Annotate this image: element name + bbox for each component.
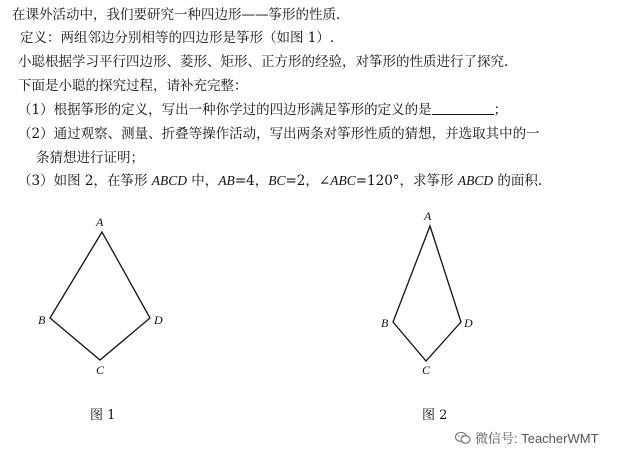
watermark-text: 微信号: TeacherWMT bbox=[475, 431, 599, 446]
figure-2-label-b: B bbox=[381, 316, 389, 330]
question-3-part: =2，∠ bbox=[285, 173, 331, 189]
figure-1-caption: 图 1 bbox=[90, 408, 116, 423]
figure-2-label-a: A bbox=[424, 209, 432, 223]
figure-1-kite bbox=[50, 232, 150, 360]
figure-2-caption: 图 2 bbox=[422, 408, 448, 423]
figure-2-kite bbox=[393, 226, 461, 361]
definition-text: 定义：两组邻边分别相等的四边形是筝形（如图 1）. bbox=[20, 30, 335, 46]
watermark bbox=[455, 428, 599, 447]
intro-text: 在课外活动中，我们要研究一种四边形——筝形的性质. bbox=[12, 7, 341, 23]
figure-1-label-c: C bbox=[96, 363, 105, 377]
question-3-part: 的面积. bbox=[493, 173, 543, 189]
figure-1-label-a: A bbox=[96, 215, 104, 229]
question-3-part: 中， bbox=[187, 173, 219, 189]
question-3-italic: AB bbox=[218, 173, 235, 188]
figure-2-label-d: D bbox=[464, 316, 473, 330]
question-2-line-1: （2）通过观察、测量、折叠等操作活动，写出两条对筝形性质的猜想，并选取其中的一 bbox=[18, 126, 540, 142]
question-3-italic: ABC bbox=[330, 173, 356, 188]
question-3-italic: BC bbox=[268, 173, 286, 188]
question-3-part: =4， bbox=[234, 173, 269, 189]
question-2-line-2: 条猜想进行证明； bbox=[36, 150, 144, 166]
figure-1-label-b: B bbox=[38, 313, 46, 327]
question-1-prefix: （1）根据筝形的定义，写出一种你学过的四边形满足筝形的定义的是 bbox=[18, 102, 432, 118]
wechat-icon bbox=[455, 431, 471, 445]
question-1-suffix: ； bbox=[493, 102, 508, 118]
question-3-part: （3）如图 2，在筝形 bbox=[18, 173, 152, 189]
question-3-part: =120°，求筝形 bbox=[355, 173, 458, 189]
question-3-italic: ABCD bbox=[457, 173, 494, 188]
question-3-italic: ABCD bbox=[151, 173, 188, 188]
figure-1-label-d: D bbox=[154, 313, 163, 327]
background-text: 小聪根据学习平行四边形、菱形、矩形、正方形的经验，对筝形的性质进行了探究. bbox=[18, 54, 509, 70]
figure-2-label-c: C bbox=[422, 363, 431, 377]
instruction-text: 下面是小聪的探究过程，请补充完整： bbox=[18, 78, 248, 94]
